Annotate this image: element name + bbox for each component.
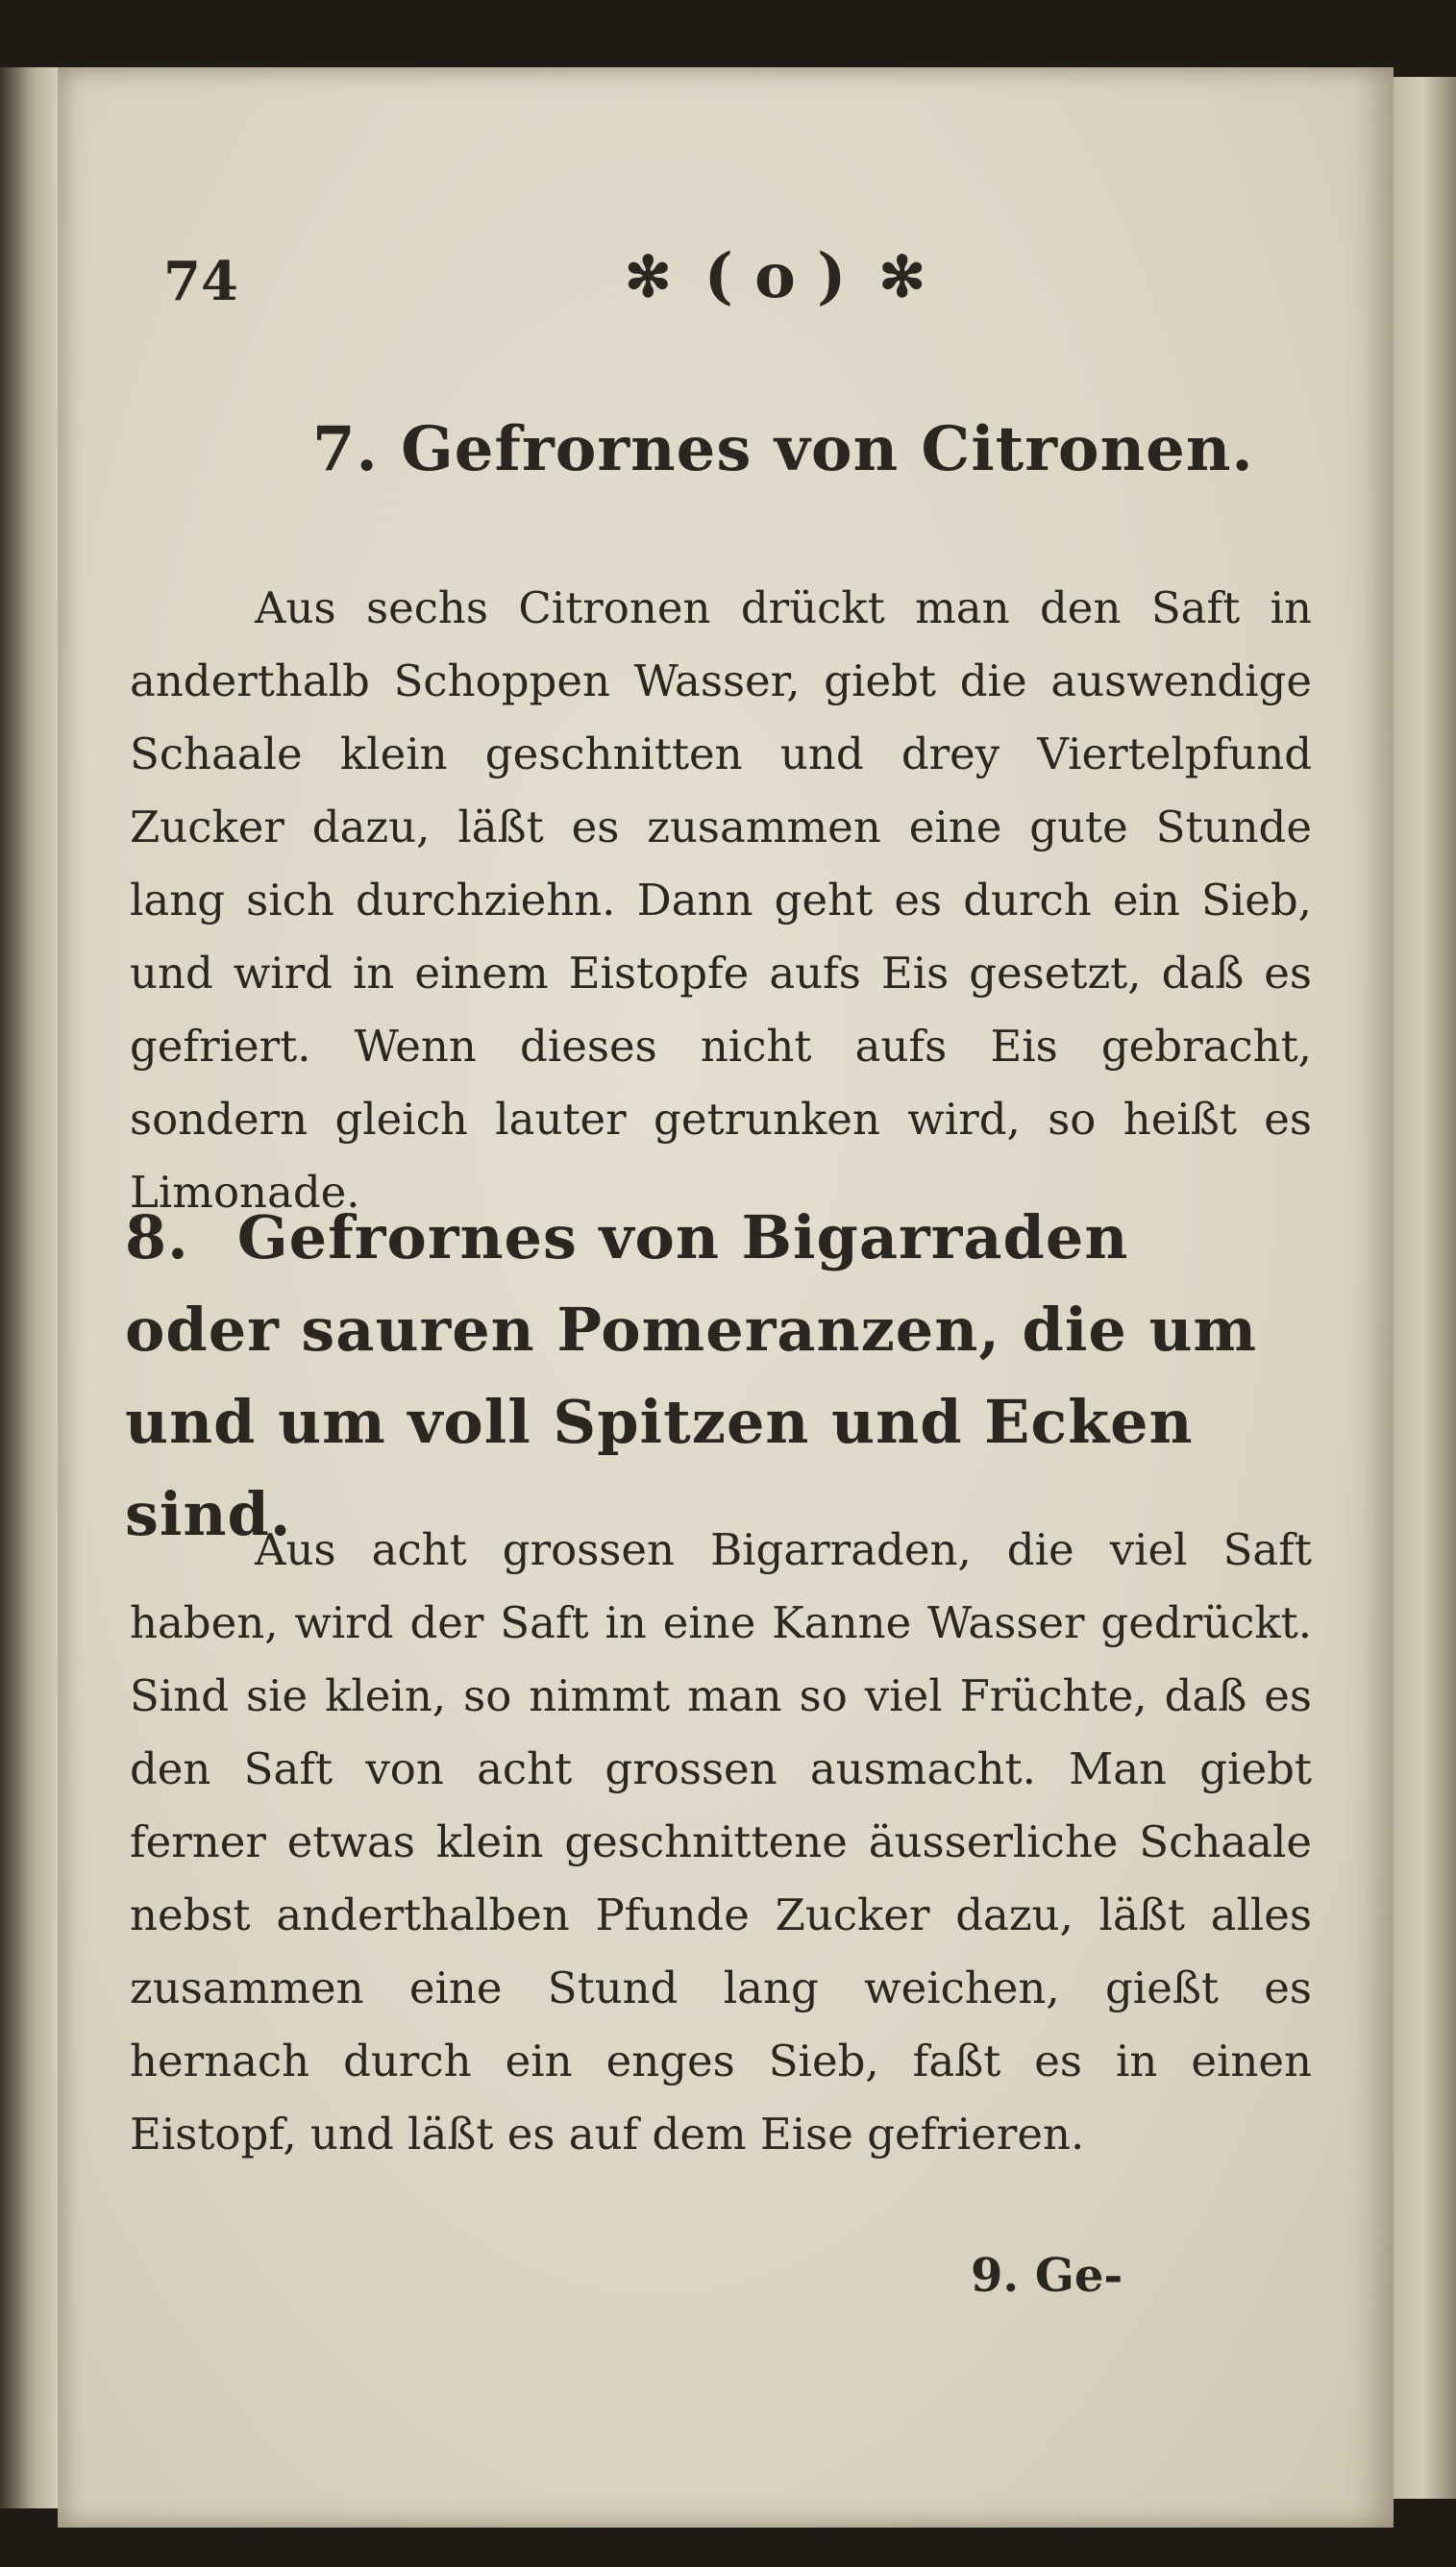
recipe-7-heading [312, 413, 1273, 485]
recipe-8-title: Gefrornes von Bigarraden oder sauren Pomeranzen, die um und um voll Spitzen und Ecken sind. [125, 1202, 1258, 1549]
recipe-7-number: 7. [312, 413, 379, 485]
catchword: 9. Ge- [971, 2249, 1123, 2303]
running-head-center: ( o ) [703, 240, 847, 312]
recipe-7-title: Gefrornes von Citronen. [401, 413, 1254, 485]
left-ornament-icon: ✻ [625, 243, 672, 309]
right-ornament-icon: ✻ [878, 243, 926, 309]
recipe-8-number: 8. [125, 1202, 189, 1272]
page-sheet [58, 67, 1394, 2528]
running-head [625, 240, 925, 312]
page-header [163, 231, 1269, 327]
book-right-edge [1389, 77, 1456, 2499]
recipe-8-heading [125, 1192, 1278, 1561]
recipe-7-text: Aus sechs Citronen drückt man den Saft in anderthalb Schoppen Wasser, giebt die auswendige Schaale klein geschnitten und drey Viertelpfund Zucker dazu, läßt es zusammen eine gute Stunde lang sich durchziehn. Dann geht es durch ein Sieb, und wird in einem Eistopfe aufs Eis gesetzt, daß es gefriert. Wenn dieses nicht aufs Eis gebracht, sondern gleich lauter getrunken wird, so heißt es Limonade. [130, 582, 1312, 1218]
page-number: 74 [163, 250, 238, 313]
recipe-8-text: Aus acht grossen Bigarraden, die viel Saft haben, wird der Saft in eine Kanne Wasser gedrückt. Sind sie klein, so nimmt man so viel Früchte, daß es den Saft von acht grossen ausmacht. Man giebt ferner etwas klein geschnittene äusserliche Schaale nebst anderthalben Pfunde Zucker dazu, läßt alles zusammen eine Stund lang weichen, gießt es hernach durch ein enges Sieb, faßt es in einen Eistopf, und läßt es auf dem Eise gefrieren. [130, 1524, 1312, 2160]
